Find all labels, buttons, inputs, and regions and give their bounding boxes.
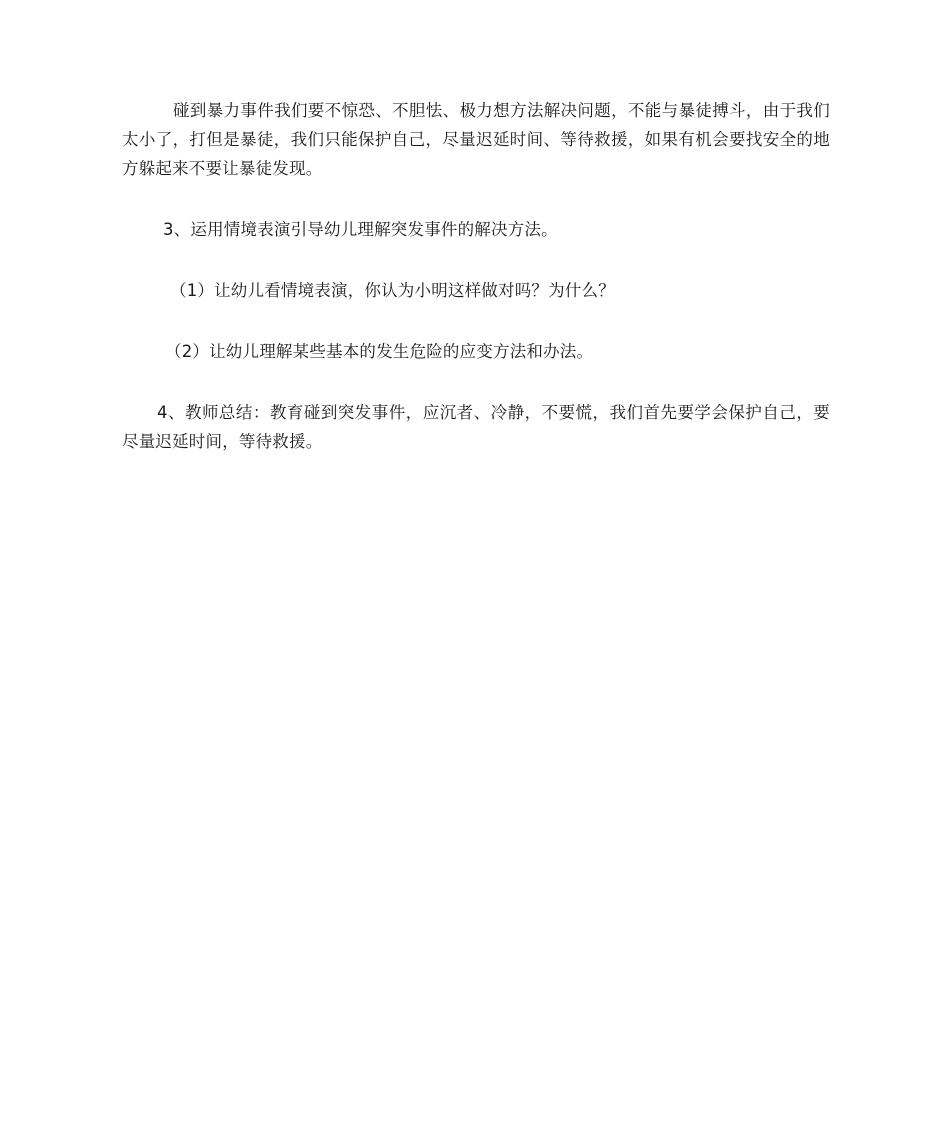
- paragraph-violence-response: 碰到暴力事件我们要不惊恐、不胆怯、极力想方法解决问题，不能与暴徒搏斗，由于我们太小了，打但是暴徒，我们只能保护自己，尽量迟延时间、等待救援，如果有机会要找安全的地方躲起来不要让暴徒发现。: [122, 101, 830, 178]
- paragraph-step-3: 3、运用情境表演引导幼儿理解突发事件的解决方法。: [163, 220, 558, 239]
- paragraph-step-4-summary: 4、教师总结：教育碰到突发事件，应沉者、冷静，不要慌，我们首先要学会保护自己，要尽量迟延时间，等待救援。: [122, 403, 830, 451]
- paragraph-substep-2: （2）让幼儿理解某些基本的发生危险的应变方法和办法。: [165, 342, 594, 361]
- paragraph-substep-1: （1）让幼儿看情境表演，你认为小明这样做对吗？为什么？: [170, 281, 615, 300]
- document-body: [122, 96, 830, 456]
